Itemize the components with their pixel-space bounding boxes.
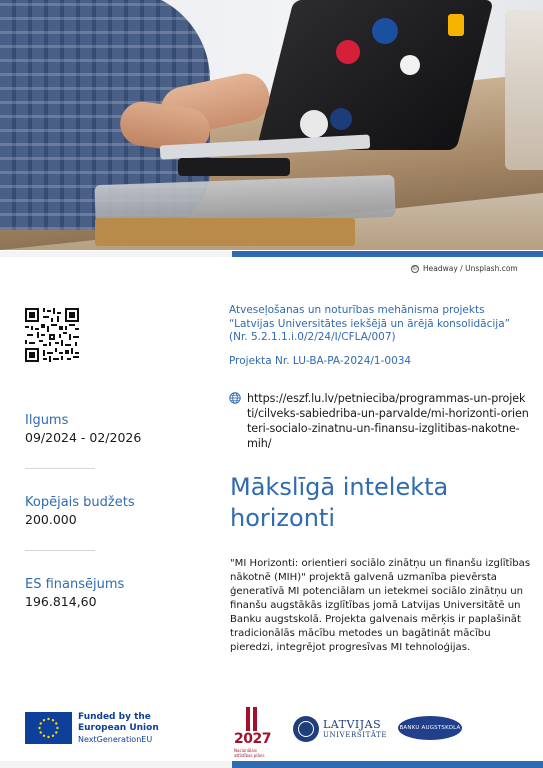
duration-block: [25, 413, 141, 445]
bottom-band-blue: [232, 761, 543, 768]
page-title: Mākslīgā intelekta horizonti: [230, 473, 449, 532]
project-number: Projekta Nr. LU-BA-PA-2024/1-0034: [229, 355, 412, 367]
qr-code[interactable]: [25, 308, 79, 362]
eu-flag-icon: [25, 712, 72, 744]
lu-subname: UNIVERSITĀTE: [323, 731, 388, 739]
bottom-band-gray: [0, 761, 232, 768]
budget-value: 200.000: [25, 512, 77, 527]
top-band-gray: [0, 251, 232, 257]
lu-logo: [293, 716, 387, 742]
nap-bars-icon: [246, 707, 258, 731]
duration-label: Ilgums: [25, 413, 69, 428]
photo-credit-text: Headway / Unsplash.com: [423, 264, 518, 273]
funding-label: ES finansējums: [25, 577, 125, 592]
eu-line1: Funded by the: [78, 712, 151, 722]
photo-credit: [411, 264, 518, 273]
nap-2027-number: 2027: [234, 731, 271, 747]
project-description: "MI Horizonti: orientieri sociālo zinātņu un finanšu izglītības nākotnē (MIH)" projektā galvenā uzmanība pievērsta ģeneratīvā MI potenciālam un ietekmei sociālo zinātņu un finanšu augstākās izglītības jomā Latvijas Universitātē un Banku augstskolā. Projekta galvenais mērķis ir paplašināt tradicionālās mācību metodes un bagātināt mācību pieredzi, integrējot progresīvas MI tehnoloģijas.: [230, 558, 531, 653]
eu-funding-text: [78, 712, 159, 745]
divider: [25, 550, 95, 551]
project-heading-line2: “Latvijas Universitātes iekšējā un ārējā konsolidācija”: [229, 317, 511, 330]
divider: [25, 468, 95, 469]
globe-icon: [229, 392, 241, 404]
funding-value: 196.814,60: [25, 594, 97, 609]
lu-name: LATVIJAS: [323, 718, 382, 731]
project-url[interactable]: https://eszf.lu.lv/petnieciba/programmas-un-projekti/cilveks-sabiedriba-un-parvalde/mi-horizonti-orienteri-socialo-zinatnu-un-finansu-izglitibas-nakotne-mih/: [247, 392, 529, 450]
project-heading-line1: Atveseļošanas un noturības mehānisma projekts: [229, 304, 485, 316]
nap-2027-logo: [234, 707, 270, 759]
project-heading-line3: (Nr. 5.2.1.1.i.0/2/24/I/CFLA/007): [229, 331, 396, 343]
nap-2027-subtitle: Nacionālais attīstības plāns: [234, 748, 265, 758]
project-heading: [229, 304, 529, 345]
eu-line3: NextGenerationEU: [78, 735, 153, 744]
funding-block: [25, 577, 124, 609]
budget-block: [25, 495, 135, 527]
eu-funding-logo: [25, 712, 159, 745]
hero-photo: [0, 0, 543, 250]
banku-augstskola-logo: [398, 716, 462, 740]
lu-seal-icon: [293, 716, 319, 742]
copyright-icon: ©: [412, 264, 418, 272]
banku-augstskola-name: BANKU AUGSTSKOLA: [399, 725, 461, 731]
project-link[interactable]: [229, 391, 529, 451]
eu-line2: European Union: [78, 723, 159, 733]
top-band-blue: [232, 251, 543, 257]
budget-label: Kopējais budžets: [25, 495, 135, 510]
duration-value: 09/2024 - 02/2026: [25, 430, 142, 445]
